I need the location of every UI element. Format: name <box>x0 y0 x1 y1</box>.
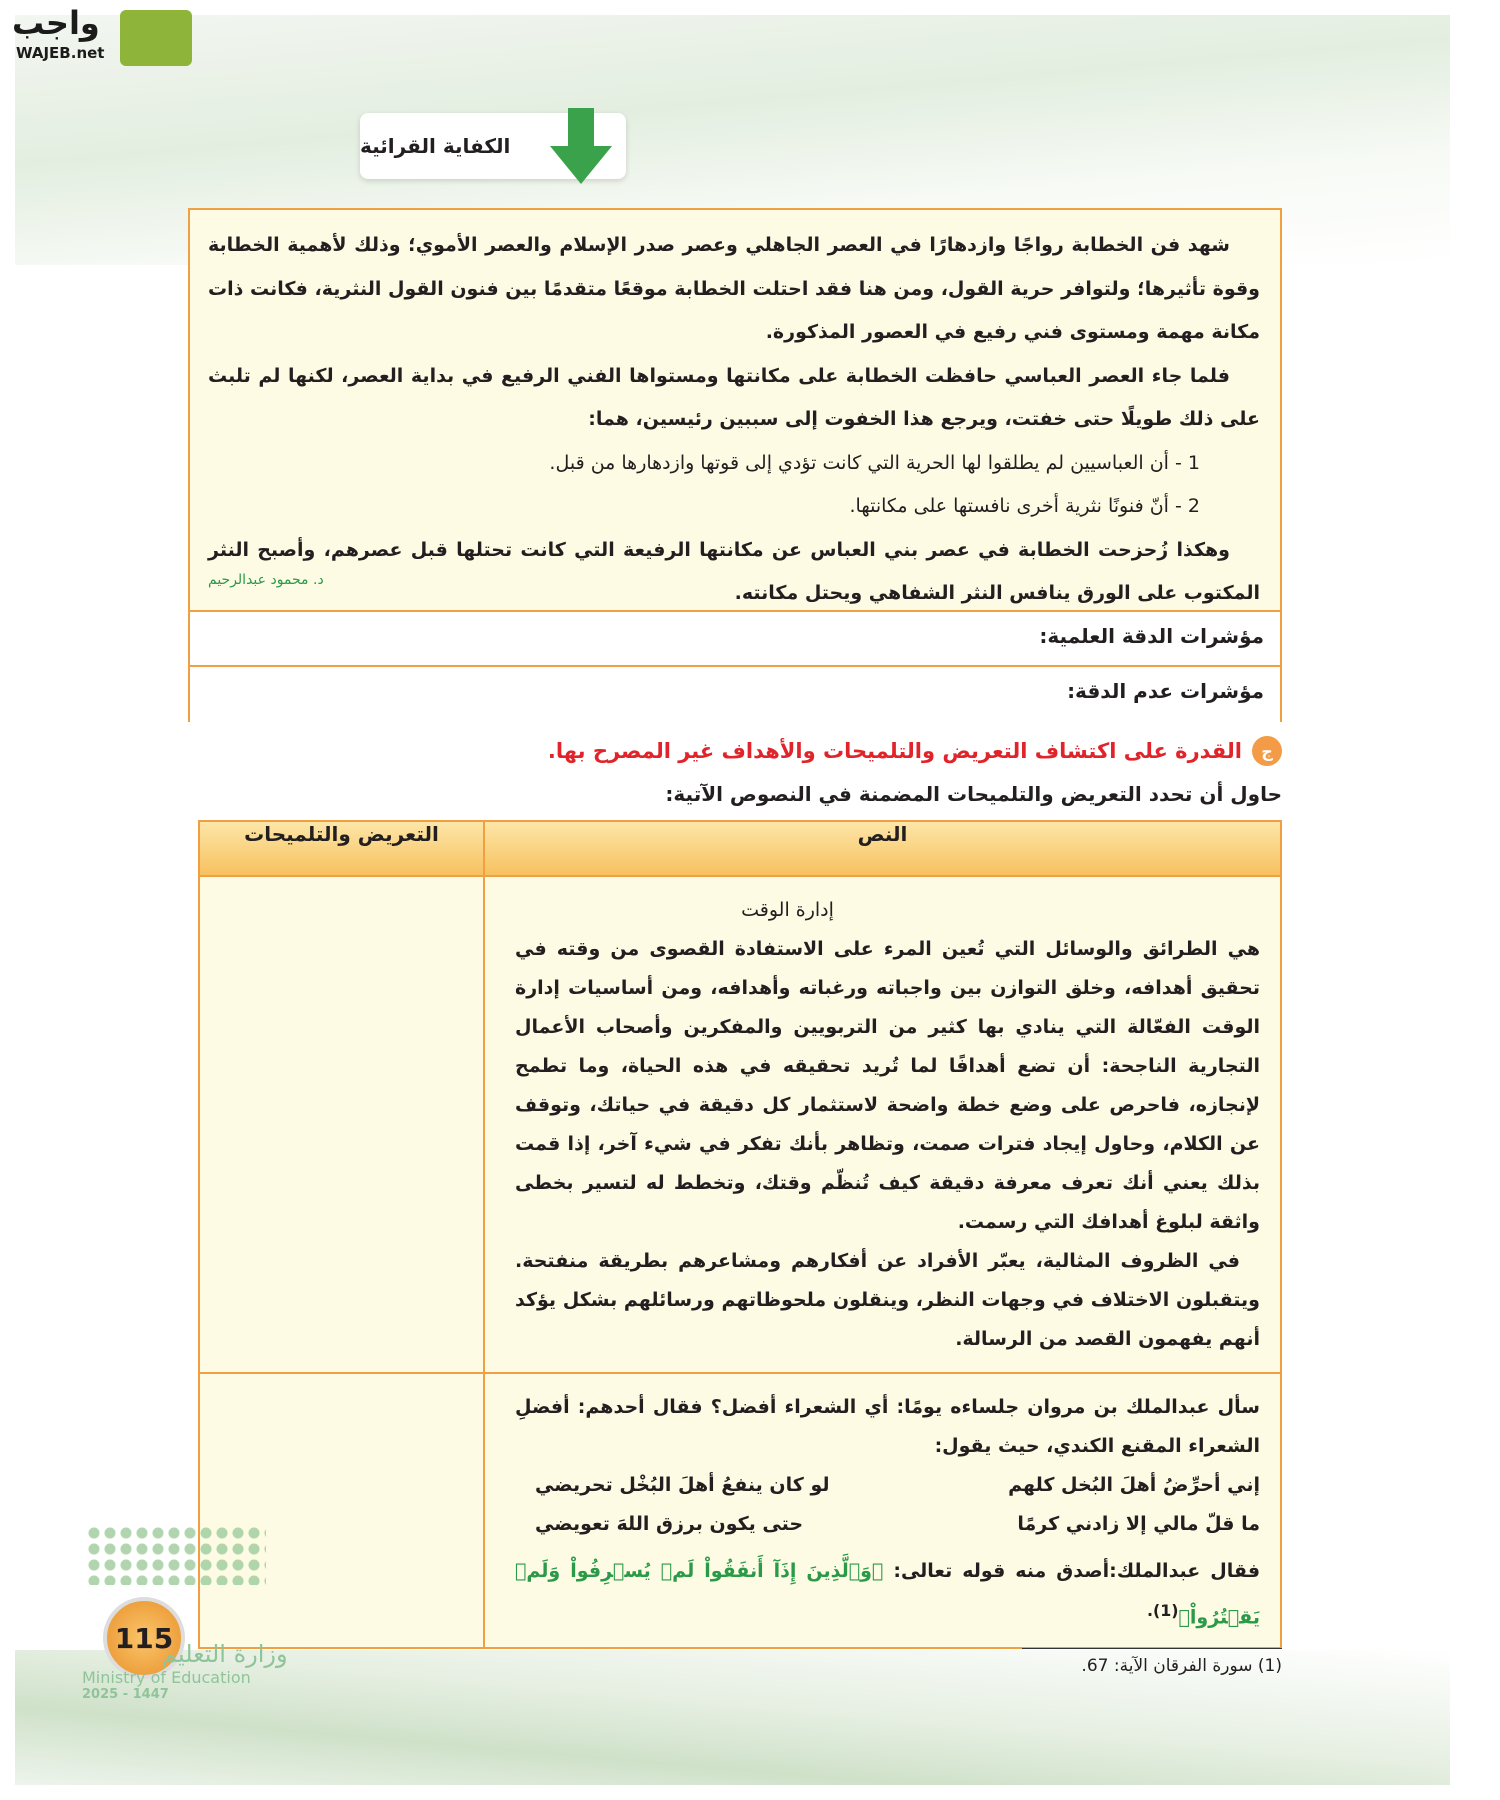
section-c-heading <box>548 736 1282 766</box>
accuracy-indicators-field[interactable] <box>190 610 1280 667</box>
footnote: (1) سورة الفرقان الآية: 67. <box>1081 1656 1282 1676</box>
reading-passage-box <box>188 208 1282 722</box>
ministry-arabic: وزارة التعليم <box>162 1640 288 1668</box>
hints-answer-cell[interactable] <box>199 876 484 1373</box>
passage-paragraph: فلما جاء العصر العباسي حافظت الخطابة على مكانتها ومستواها الفني الرفيع في بداية العصر، لكنها لم تلبث على ذلك طويلًا حتى خفتت، ويرجع هذا الخفوت إلى سببين رئيسين، هما: <box>208 364 1260 430</box>
analysis-table <box>198 820 1282 1649</box>
verse-part: ما قلّ مالي إلا زادني كرمًا <box>1017 1513 1260 1535</box>
accuracy-label: مؤشرات الدقة العلمية: <box>1039 624 1264 648</box>
text-title: إدارة الوقت <box>741 899 834 921</box>
ministry-logo-dots <box>86 1525 266 1585</box>
section-badge: ج <box>1252 736 1282 766</box>
book-icon <box>120 10 192 66</box>
header-hints: التعريض والتلميحات <box>199 821 484 876</box>
passage-item: 2 - أنّ فنونًا نثرية أخرى نافستها على مكانتها. <box>849 495 1200 517</box>
arrow-down-icon <box>548 108 614 184</box>
author: د. محمود عبدالرحيم <box>208 572 324 588</box>
ministry-logo <box>82 1640 288 1702</box>
wajeb-logo[interactable] <box>8 4 193 70</box>
text-paragraph: في الظروف المثالية، يعبّر الأفراد عن أفكارهم ومشاعرهم بطريقة منفتحة. ويتقبلون الاختلاف في وجهات النظر، وينقلون ملحوظاتهم ورسائلهم بشكل يؤكد أنهم يفهمون القصد من الرسالة. <box>515 1250 1260 1350</box>
verse-part: لو كان ينفعُ أهلَ البُخْل تحريضي <box>535 1474 830 1496</box>
text-cell <box>484 876 1281 1373</box>
hints-answer-cell[interactable] <box>199 1373 484 1648</box>
ministry-english: Ministry of Education <box>82 1668 251 1687</box>
instruction: حاول أن تحدد التعريض والتلميحات المضمنة في النصوص الآتية: <box>665 782 1282 806</box>
footnote-divider <box>1022 1648 1282 1649</box>
logo-latin: WAJEB.net <box>16 44 105 62</box>
footnote-ref: (1). <box>1146 1601 1179 1620</box>
page-number: 115 <box>103 1597 185 1679</box>
quran-verse: ﴿وَٱلَّذِينَ إِذَآ أَنفَقُواْ لَمۡ يُسۡرِفُواْ وَلَمۡ يَقۡتُرُواْ﴾ <box>515 1560 1260 1629</box>
story-intro: سأل عبدالملك بن مروان جلساءه يومًا: أي الشعراء أفضل؟ فقال أحدهم: أفضلِ الشعراء المقنع الكندي، حيث يقول: <box>515 1396 1260 1457</box>
text-paragraph: هي الطرائق والوسائل التي تُعين المرء على الاستفادة القصوى من وقته في تحقيق أهدافه، وخلق التوازن بين واجباته ورغباته وأهدافه، ومن أساسيات إدارة الوقت الفعّالة التي ينادي بها كثير من التربويين والمفكرين وأصحاب الأعمال التجارية الناجحة: أن تضع أهدافًا لما تُريد تحقيقه في هذه الحياة، وما تطمح لإنجازه، فاحرص على وضع خطة واضحة لاستثمار كل دقيقة في حياتك، وتوقف عن الكلام، وحاول إيجاد فترات صمت، وتظاهر بأنك تفكر في شيء آخر، إذا قمت بذلك يعني أنك تعرف معرفة دقيقة كيف تُنظّم وقتك، وتخطط له لتسير بخطى واثقة لبلوغ أهدافك التي رسمت. <box>515 938 1260 1233</box>
story-outro: فقال عبدالملك:أصدق منه قوله تعالى: <box>893 1560 1261 1582</box>
verse-part: إني أحرِّضُ أهلَ البُخل كلهم <box>1008 1474 1260 1496</box>
section-title: الكفاية القرائية <box>360 134 511 158</box>
passage-item: 1 - أن العباسيين لم يطلقوا لها الحرية التي كانت تؤدي إلى قوتها وازدهارها من قبل. <box>549 451 1200 474</box>
ministry-year: 2025 - 1447 <box>82 1687 169 1702</box>
inaccuracy-label: مؤشرات عدم الدقة: <box>1067 679 1264 703</box>
inaccuracy-indicators-field[interactable] <box>190 665 1280 722</box>
section-c-title: القدرة على اكتشاف التعريض والتلميحات والأهداف غير المصرح بها. <box>547 739 1242 763</box>
logo-arabic: واجب <box>12 4 100 42</box>
text-cell <box>484 1373 1281 1648</box>
header-text: النص <box>484 821 1281 876</box>
passage-closing: وهكذا زُحزحت الخطابة في عصر بني العباس عن مكانتها الرفيعة التي كانت تحتلها قبل عصرهم، وأصبح النثر المكتوب على الورق ينافس النثر الشفاهي ويحتل مكانته. <box>208 538 1260 604</box>
verse-part: حتى يكون برزق اللهَ تعويضي <box>535 1513 804 1535</box>
passage-paragraph: شهد فن الخطابة رواجًا وازدهارًا في العصر الجاهلي وعصر صدر الإسلام والعصر الأموي؛ وذلك لأهمية الخطابة وقوة تأثيرها؛ ولتوافر حرية القول، ومن هنا فقد احتلت الخطابة موقعًا متقدمًا بين فنون القول النثرية، فكانت ذات مكانة مهمة ومستوى فني رفيع في العصور المذكورة. <box>208 234 1260 343</box>
